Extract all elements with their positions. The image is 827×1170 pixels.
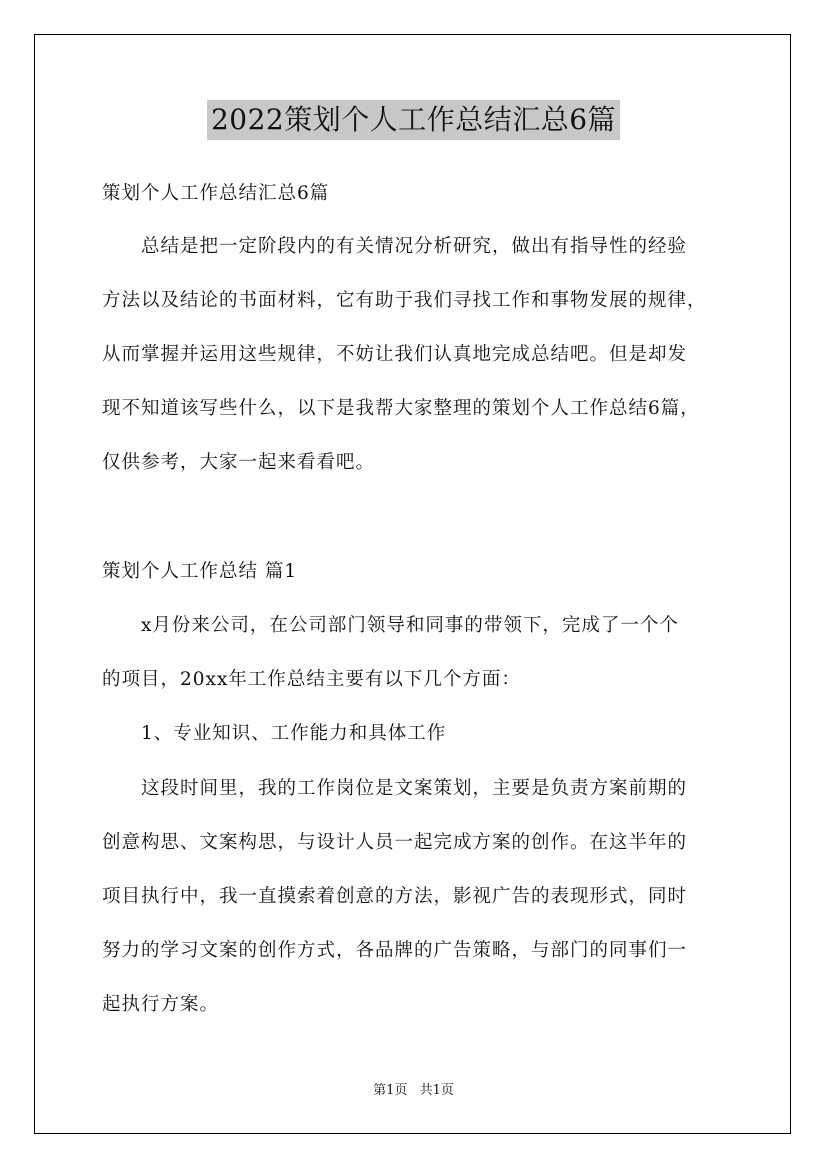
section-heading: 策划个人工作总结 篇1 — [102, 561, 298, 582]
section-paragraph-line: 这段时间里，我的工作岗位是文案策划，主要是负责方案前期的 — [141, 778, 688, 799]
section-paragraph-line: 努力的学习文案的创作方式，各品牌的广告策略，与部门的同事们一 — [102, 940, 688, 961]
page-footer — [0, 1082, 827, 1100]
intro-paragraph-line: 现不知道该写些什么，以下是我帮大家整理的策划个人工作总结6篇， — [102, 398, 700, 419]
section-paragraph-line: x月份来公司，在公司部门领导和同事的带领下，完成了一个个 — [141, 615, 679, 636]
page-total: 共1页 — [419, 1083, 454, 1098]
section-paragraph-line: 项目执行中，我一直摸索着创意的方法，影视广告的表现形式，同时 — [102, 886, 688, 907]
section-paragraph-line: 创意构思、文案构思，与设计人员一起完成方案的创作。在这半年的 — [102, 832, 688, 853]
title-container — [0, 100, 827, 140]
intro-paragraph-line: 从而掌握并运用这些规律，不妨让我们认真地完成总结吧。但是却发 — [102, 344, 688, 365]
intro-paragraph-line: 方法以及结论的书面材料，它有助于我们寻找工作和事物发展的规律， — [102, 290, 707, 311]
document-subtitle: 策划个人工作总结汇总6篇 — [102, 183, 330, 204]
intro-paragraph-line: 总结是把一定阶段内的有关情况分析研究，做出有指导性的经验 — [141, 236, 688, 257]
document-title: 2022策划个人工作总结汇总6篇 — [207, 100, 620, 140]
page-number: 第1页 — [373, 1083, 408, 1098]
section-list-item: 1、专业知识、工作能力和具体工作 — [141, 723, 447, 744]
section-paragraph-line: 的项目，20xx年工作总结主要有以下几个方面： — [102, 669, 521, 690]
intro-paragraph-line: 仅供参考，大家一起来看看吧。 — [102, 452, 376, 473]
section-paragraph-line: 起执行方案。 — [102, 994, 220, 1015]
